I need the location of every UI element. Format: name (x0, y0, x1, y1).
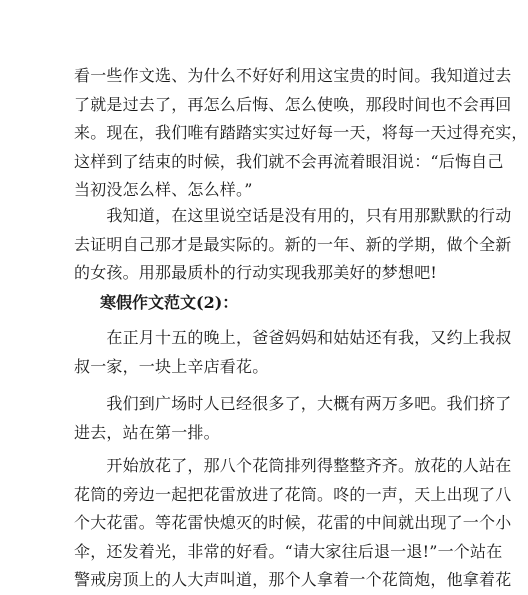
text-line: 我们到广场时人已经很多了，大概有两万多吧。我们挤了 (74, 394, 512, 413)
text-line: 个大花雷。等花雷快熄灭的时候，花雷的中间就出现了一个小 (74, 513, 512, 533)
text-line: 我知道，在这里说空话是没有用的，只有用那默默的行动 (74, 206, 512, 225)
text-line: 当初没怎么样、怎么样。” (74, 180, 253, 200)
text-line: 进去，站在第一排。 (74, 422, 220, 442)
text-line: 开始放花了，那八个花筒排列得整整齐齐。放花的人站在 (74, 456, 512, 475)
text-line: 花筒的旁边一起把花雷放进了花筒。咚的一声，天上出现了八 (74, 484, 512, 504)
text-line: 伞，还发着光，非常的好看。“请大家往后退一退!”一个站在 (74, 541, 503, 561)
text-line: 的女孩。用那最质朴的行动实现我那美好的梦想吧! (74, 263, 438, 283)
paragraph-3 (74, 324, 512, 381)
text-line: 去证明自己那才是最实际的。新的一年、新的学期，做个全新 (74, 234, 512, 254)
paragraph-1 (74, 62, 528, 205)
section-heading: 寒假作文范文(2)： (100, 293, 239, 312)
paragraph-2 (74, 202, 512, 288)
text-line: 来。现在，我们唯有踏踏实实过好每一天，将每一天过得充实， (74, 123, 528, 143)
paragraph-4 (74, 390, 512, 447)
paragraph-5 (74, 452, 512, 595)
text-line: 看一些作文选、为什么不好好利用这宝贵的时间。我知道过去 (74, 66, 512, 85)
text-line: 这样到了结束的时候，我们就不会再流着眼泪说：“后悔自己 (74, 151, 504, 171)
text-line: 叔一家，一块上辛店看花。 (74, 356, 269, 376)
text-line: 警戒房顶上的人大声叫道，那个人拿着一个花筒炮，他拿着花 (74, 570, 512, 590)
text-line: 了就是过去了，再怎么后悔、怎么使唤，那段时间也不会再回 (74, 94, 512, 114)
text-line: 在正月十五的晚上，爸爸妈妈和姑姑还有我，又约上我叔 (74, 328, 512, 347)
